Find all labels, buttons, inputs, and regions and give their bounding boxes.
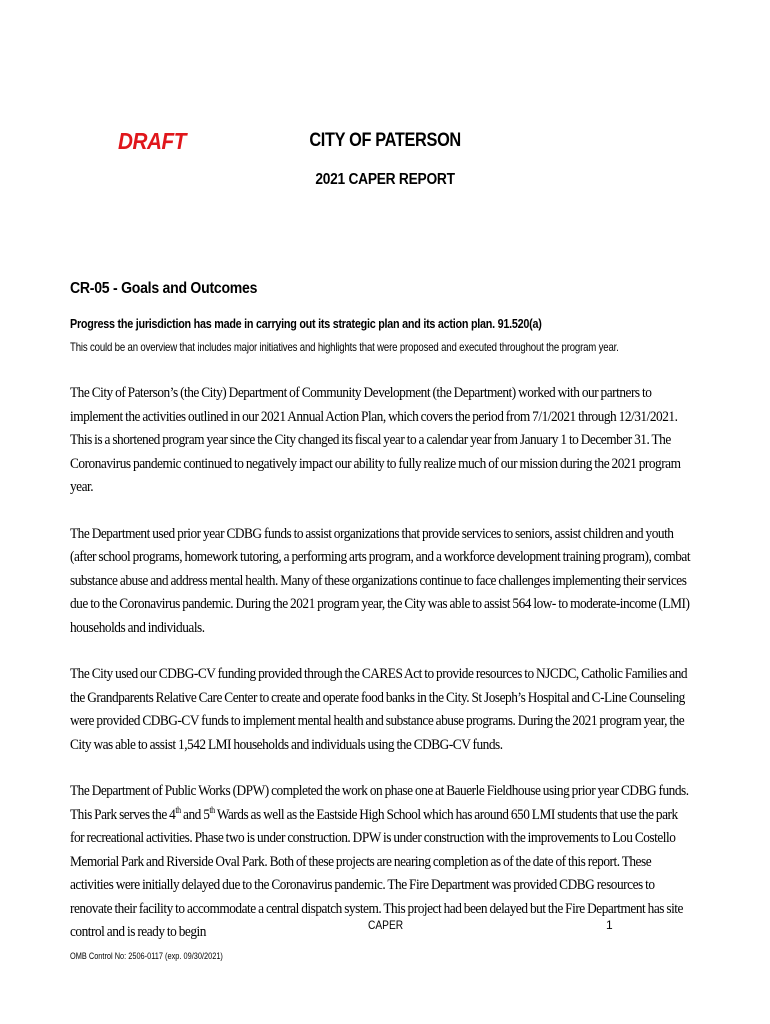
paragraph-public-works-part-2: and 5	[180, 806, 210, 823]
footer-caper-label: CAPER	[368, 918, 404, 932]
draft-watermark-label: DRAFT	[118, 128, 186, 154]
ordinal-superscript-1: th	[175, 804, 181, 815]
document-title-text: CITY OF PATERSON	[309, 130, 461, 151]
paragraph-cdbg-funds: The Department used prior year CDBG funds to assist organizations that provide services to seniors, assist children and youth (after school programs, homework tutoring, a performing arts program, and a workforce development training program), combat substance abuse and address mental health. Many of these organizations continue to face challenges implementing their services due to the Coronavirus pandemic. During the 2021 program year, the City was able to assist 564 low- to moderate-income (LMI) households and individuals.	[70, 525, 691, 636]
section-question: Progress the jurisdiction has made in carrying out its strategic plan and its action plan. 91.520(a)	[70, 316, 542, 331]
paragraph-public-works-part-3: Wards as well as the Eastside High School which has around 650 LMI students that use the park for recreational activities. Phase two is under construction. DPW is under construction with the improvements to Lou Costello Memorial Park and Riverside Oval Park. Both of these projects are nearing completion as of the date of this report. These activities were initially delayed due to the Coronavirus pandemic. The Fire Department was provided CDBG resources to renovate their facility to accommodate a central dispatch system. This project had been delayed but the Fire Department has site control and is ready to begin	[70, 806, 683, 940]
section-heading: CR-05 - Goals and Outcomes	[70, 280, 258, 297]
paragraph-overview: The City of Paterson’s (the City) Department of Community Development (the Department) worked with our partners to implement the activities outlined in our 2021 Annual Action Plan, which covers the period from 7/1/2021 through 12/31/2021. This is a shortened program year since the City changed its fiscal year to a calendar year from January 1 to December 31. The Coronavirus pandemic continued to negatively impact our ability to fully realize much of our mission during the 2021 program year.	[70, 385, 681, 495]
footer-page-number: 1	[606, 918, 613, 932]
document-subtitle	[0, 171, 770, 189]
ordinal-superscript-2: th	[209, 804, 215, 815]
footer-omb-control: OMB Control No: 2506-0117 (exp. 09/30/2021)	[70, 951, 223, 961]
body-text	[70, 382, 693, 945]
document-title	[0, 130, 770, 152]
section-hint: This could be an overview that includes major initiatives and highlights that were proposed and executed throughout the program year.	[70, 340, 619, 354]
paragraph-cdbg-cv-funds: The City used our CDBG-CV funding provided through the CARES Act to provide resources to NJCDC, Catholic Families and the Grandparents Relative Care Center to create and operate food banks in the City. St Joseph’s Hospital and C-Line Counseling were provided CDBG-CV funds to implement mental health and substance abuse programs. During the 2021 program year, the City was able to assist 1,542 LMI households and individuals using the CDBG-CV funds.	[70, 666, 688, 753]
paragraph-public-works-part-1: The Department of Public Works (DPW) completed the work on phase one at Bauerle Fieldhouse using prior year CDBG funds. This Park serves the 4	[70, 783, 689, 823]
document-subtitle-text: 2021 CAPER REPORT	[315, 171, 455, 188]
